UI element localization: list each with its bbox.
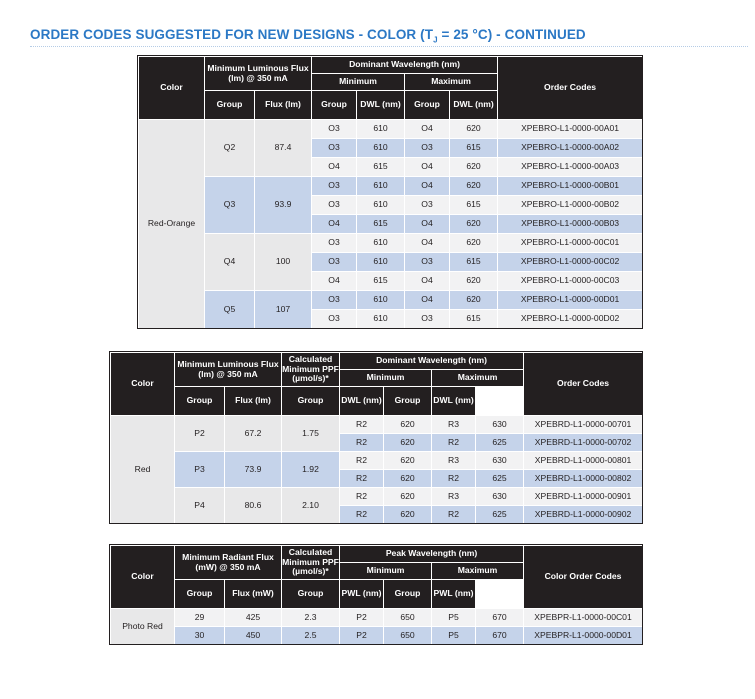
max-dwl-cell: 615: [450, 139, 498, 158]
max-dwl-cell: 620: [450, 158, 498, 177]
max-dwl-header: DWL (nm): [450, 91, 498, 120]
min-group-cell: R2: [340, 434, 384, 452]
table-row: [111, 627, 643, 645]
flux-cell: 87.4: [255, 120, 312, 177]
min-dwl-cell: 610: [357, 291, 405, 310]
max-dwl-cell: 615: [450, 196, 498, 215]
min-dwl-cell: 610: [357, 120, 405, 139]
order-code-cell: XPEBRO-L1-0000-00A01: [498, 120, 643, 139]
group-cell: Q3: [205, 177, 255, 234]
min-group-cell: P2: [340, 627, 384, 645]
max-dwl-cell: 625: [476, 434, 524, 452]
max-group-header: Group: [384, 580, 432, 609]
ppf-cell: 1.92: [282, 452, 340, 488]
min-dwl-cell: 620: [384, 434, 432, 452]
wavelength-header: Peak Wavelength (nm): [340, 546, 524, 563]
min-dwl-cell: 620: [384, 488, 432, 506]
flux-cell: 93.9: [255, 177, 312, 234]
max-group-cell: O4: [405, 272, 450, 291]
min-group-cell: O3: [312, 177, 357, 196]
color-cell: Red-Orange: [139, 120, 205, 329]
max-group-cell: O3: [405, 253, 450, 272]
table-row: [139, 234, 643, 253]
title-subscript: J: [433, 35, 438, 45]
page-title: [30, 27, 586, 45]
table-row: [111, 416, 643, 434]
group-cell: Q4: [205, 234, 255, 291]
group-cell: Q5: [205, 291, 255, 329]
group-header: Group: [175, 580, 225, 609]
max-group-cell: O4: [405, 215, 450, 234]
max-group-cell: O4: [405, 291, 450, 310]
min-group-cell: O4: [312, 272, 357, 291]
min-dwl-cell: 615: [357, 215, 405, 234]
max-group-cell: R3: [432, 488, 476, 506]
color-cell: Red: [111, 416, 175, 524]
group-header: Group: [205, 91, 255, 120]
min-group-header: Group: [312, 91, 357, 120]
max-dwl-cell: 620: [450, 120, 498, 139]
group-cell: P2: [175, 416, 225, 452]
photo-red-order-table: [110, 545, 643, 645]
order-code-cell: XPEBRD-L1-0000-00702: [524, 434, 643, 452]
flux-cell: 80.6: [225, 488, 282, 524]
group-cell: Q2: [205, 120, 255, 177]
max-dwl-cell: 615: [450, 310, 498, 329]
order-codes-header: Order Codes: [524, 353, 643, 416]
max-group-cell: O3: [405, 139, 450, 158]
order-code-cell: XPEBRO-L1-0000-00C02: [498, 253, 643, 272]
min-pwl-header: PWL (nm): [340, 580, 384, 609]
min-group-cell: O3: [312, 291, 357, 310]
min-pwl-cell: 650: [384, 609, 432, 627]
color-header: Color: [111, 546, 175, 609]
max-group-cell: O4: [405, 120, 450, 139]
flux-cell: 67.2: [225, 416, 282, 452]
max-group-cell: R2: [432, 470, 476, 488]
order-code-cell: XPEBRO-L1-0000-00C01: [498, 234, 643, 253]
min-dwl-cell: 610: [357, 139, 405, 158]
order-code-cell: XPEBRD-L1-0000-00901: [524, 488, 643, 506]
ppf-header: Calculated Minimum PPF (µmol/s)*: [282, 353, 340, 387]
title-prefix: ORDER CODES SUGGESTED FOR NEW DESIGNS - COLOR (T: [30, 27, 434, 42]
min-dwl-cell: 615: [357, 158, 405, 177]
min-group-cell: P2: [340, 609, 384, 627]
flux-unit-header: Flux (lm): [225, 387, 282, 416]
order-code-cell: XPEBRO-L1-0000-00B03: [498, 215, 643, 234]
min-group-header: Group: [282, 580, 340, 609]
group-cell: P3: [175, 452, 225, 488]
flux-header: Minimum Radiant Flux (mW) @ 350 mA: [175, 546, 282, 580]
table-row: [139, 177, 643, 196]
max-dwl-cell: 620: [450, 234, 498, 253]
title-divider: [30, 46, 748, 47]
maximum-header: Maximum: [432, 563, 524, 580]
min-group-cell: O3: [312, 120, 357, 139]
order-code-cell: XPEBRO-L1-0000-00C03: [498, 272, 643, 291]
title-suffix: = 25 °C) - CONTINUED: [437, 27, 586, 42]
ppf-cell: 2.10: [282, 488, 340, 524]
red-order-table: [110, 352, 643, 524]
table-row: [139, 291, 643, 310]
min-dwl-cell: 620: [384, 470, 432, 488]
min-group-cell: R2: [340, 488, 384, 506]
flux-cell: 107: [255, 291, 312, 329]
flux-unit-header: Flux (mW): [225, 580, 282, 609]
min-group-cell: O3: [312, 139, 357, 158]
group-cell: P4: [175, 488, 225, 524]
flux-cell: 73.9: [225, 452, 282, 488]
min-group-cell: O3: [312, 196, 357, 215]
group-header: Group: [175, 387, 225, 416]
table-row: [111, 488, 643, 506]
table-row: [111, 452, 643, 470]
order-code-cell: XPEBRO-L1-0000-00B02: [498, 196, 643, 215]
max-group-cell: R2: [432, 506, 476, 524]
max-group-cell: R3: [432, 452, 476, 470]
order-code-cell: XPEBPR-L1-0000-00D01: [524, 627, 643, 645]
table-row: [139, 120, 643, 139]
max-group-cell: P5: [432, 609, 476, 627]
flux-cell: 450: [225, 627, 282, 645]
min-dwl-cell: 620: [384, 416, 432, 434]
minimum-header: Minimum: [340, 370, 432, 387]
max-group-cell: O4: [405, 177, 450, 196]
order-codes-header: Order Codes: [498, 57, 643, 120]
order-code-cell: XPEBRD-L1-0000-00802: [524, 470, 643, 488]
order-code-cell: XPEBRO-L1-0000-00B01: [498, 177, 643, 196]
ppf-cell: 2.5: [282, 627, 340, 645]
min-group-cell: R2: [340, 470, 384, 488]
max-group-cell: P5: [432, 627, 476, 645]
min-group-cell: R2: [340, 452, 384, 470]
min-dwl-cell: 610: [357, 177, 405, 196]
min-group-cell: O4: [312, 215, 357, 234]
wavelength-header: Dominant Wavelength (nm): [340, 353, 524, 370]
order-code-cell: XPEBRO-L1-0000-00D02: [498, 310, 643, 329]
order-code-cell: XPEBRO-L1-0000-00A02: [498, 139, 643, 158]
table-row: [111, 609, 643, 627]
red-orange-order-table: [138, 56, 643, 329]
min-pwl-cell: 650: [384, 627, 432, 645]
flux-cell: 100: [255, 234, 312, 291]
max-group-cell: R3: [432, 416, 476, 434]
min-dwl-cell: 610: [357, 196, 405, 215]
order-code-cell: XPEBRO-L1-0000-00A03: [498, 158, 643, 177]
min-group-header: Group: [282, 387, 340, 416]
max-dwl-cell: 620: [450, 177, 498, 196]
color-header: Color: [111, 353, 175, 416]
max-group-header: Group: [405, 91, 450, 120]
color-header: Color: [139, 57, 205, 120]
order-code-cell: XPEBRD-L1-0000-00701: [524, 416, 643, 434]
ppf-cell: 2.3: [282, 609, 340, 627]
max-pwl-cell: 670: [476, 609, 524, 627]
wavelength-header: Dominant Wavelength (nm): [312, 57, 498, 74]
min-group-cell: O4: [312, 158, 357, 177]
flux-header: Minimum Luminous Flux (lm) @ 350 mA: [205, 57, 312, 91]
group-cell: 29: [175, 609, 225, 627]
max-dwl-cell: 620: [450, 291, 498, 310]
max-group-cell: O3: [405, 310, 450, 329]
max-pwl-cell: 670: [476, 627, 524, 645]
max-dwl-cell: 625: [476, 506, 524, 524]
min-group-cell: R2: [340, 416, 384, 434]
max-dwl-cell: 625: [476, 470, 524, 488]
ppf-cell: 1.75: [282, 416, 340, 452]
min-dwl-cell: 610: [357, 234, 405, 253]
minimum-header: Minimum: [312, 74, 405, 91]
max-group-cell: R2: [432, 434, 476, 452]
max-dwl-cell: 630: [476, 488, 524, 506]
order-code-cell: XPEBPR-L1-0000-00C01: [524, 609, 643, 627]
flux-unit-header: Flux (lm): [255, 91, 312, 120]
max-group-cell: O4: [405, 234, 450, 253]
flux-header: Minimum Luminous Flux (lm) @ 350 mA: [175, 353, 282, 387]
max-group-cell: O3: [405, 196, 450, 215]
min-group-cell: R2: [340, 506, 384, 524]
min-dwl-cell: 620: [384, 506, 432, 524]
max-dwl-cell: 630: [476, 416, 524, 434]
max-dwl-cell: 620: [450, 272, 498, 291]
min-group-cell: O3: [312, 234, 357, 253]
max-dwl-cell: 615: [450, 253, 498, 272]
color-cell: Photo Red: [111, 609, 175, 645]
max-group-header: Group: [384, 387, 432, 416]
order-code-cell: XPEBRD-L1-0000-00902: [524, 506, 643, 524]
max-dwl-cell: 620: [450, 215, 498, 234]
max-pwl-header: PWL (nm): [432, 580, 476, 609]
maximum-header: Maximum: [405, 74, 498, 91]
min-group-cell: O3: [312, 253, 357, 272]
min-dwl-cell: 610: [357, 310, 405, 329]
order-codes-header: Color Order Codes: [524, 546, 643, 609]
minimum-header: Minimum: [340, 563, 432, 580]
min-dwl-header: DWL (nm): [357, 91, 405, 120]
max-dwl-header: DWL (nm): [432, 387, 476, 416]
ppf-header: Calculated Minimum PPF (µmol/s)*: [282, 546, 340, 580]
order-code-cell: XPEBRD-L1-0000-00801: [524, 452, 643, 470]
min-dwl-cell: 610: [357, 253, 405, 272]
min-dwl-cell: 620: [384, 452, 432, 470]
order-code-cell: XPEBRO-L1-0000-00D01: [498, 291, 643, 310]
flux-cell: 425: [225, 609, 282, 627]
min-group-cell: O3: [312, 310, 357, 329]
max-dwl-cell: 630: [476, 452, 524, 470]
max-group-cell: O4: [405, 158, 450, 177]
min-dwl-header: DWL (nm): [340, 387, 384, 416]
min-dwl-cell: 615: [357, 272, 405, 291]
maximum-header: Maximum: [432, 370, 524, 387]
group-cell: 30: [175, 627, 225, 645]
